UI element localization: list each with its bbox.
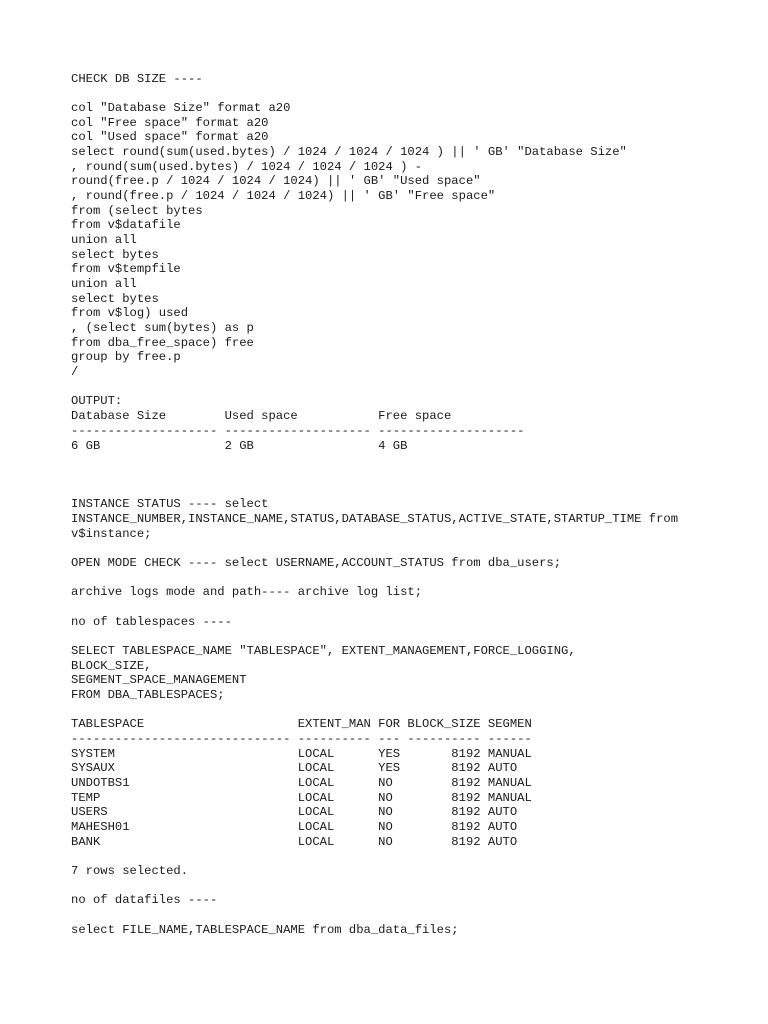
table-row: UNDOTBS1 LOCAL NO 8192 MANUAL xyxy=(71,776,532,790)
sql-line: col "Database Size" format a20 xyxy=(71,101,291,115)
output-label: OUTPUT: xyxy=(71,394,123,408)
table-row: USERS LOCAL NO 8192 AUTO xyxy=(71,805,518,819)
heading-open-mode-check: OPEN MODE CHECK ---- select USERNAME,ACCOUNT_STATUS from dba_users; xyxy=(71,556,562,570)
sql-line: from (select bytes xyxy=(71,204,203,218)
sql-line: , round(free.p / 1024 / 1024 / 1024) || ' GB' "Free space" xyxy=(71,189,496,203)
sql-line: SELECT TABLESPACE_NAME "TABLESPACE", EXTENT_MANAGEMENT,FORCE_LOGGING, xyxy=(71,644,576,658)
table-header: TABLESPACE EXTENT_MAN FOR BLOCK_SIZE SEGMEN xyxy=(71,717,532,731)
sql-line: round(free.p / 1024 / 1024 / 1024) || ' GB' "Used space" xyxy=(71,174,481,188)
sql-line: , (select sum(bytes) as p xyxy=(71,321,254,335)
table-row: BANK LOCAL NO 8192 AUTO xyxy=(71,835,518,849)
sql-line: union all xyxy=(71,233,137,247)
table-divider: ------------------------------ ---------- --- ---------- ------ xyxy=(71,732,532,746)
sql-line: select bytes xyxy=(71,292,159,306)
sql-line: FROM DBA_TABLESPACES; xyxy=(71,688,225,702)
output-row: 6 GB 2 GB 4 GB xyxy=(71,439,408,453)
sql-line: from v$log) used xyxy=(71,306,189,320)
sql-line: select FILE_NAME,TABLESPACE_NAME from dba_data_files; xyxy=(71,923,459,937)
table-row: TEMP LOCAL NO 8192 MANUAL xyxy=(71,791,532,805)
table-row: SYSAUX LOCAL YES 8192 AUTO xyxy=(71,761,518,775)
sql-line: BLOCK_SIZE, xyxy=(71,659,152,673)
output-header: Database Size Used space Free space xyxy=(71,409,452,423)
sql-line: select round(sum(used.bytes) / 1024 / 1024 / 1024 ) || ' GB' "Database Size" xyxy=(71,145,627,159)
sql-line: union all xyxy=(71,277,137,291)
sql-line: INSTANCE_NUMBER,INSTANCE_NAME,STATUS,DATABASE_STATUS,ACTIVE_STATE,STARTUP_TIME from xyxy=(71,512,679,526)
sql-line: v$instance; xyxy=(71,527,152,541)
sql-line: from v$tempfile xyxy=(71,262,181,276)
heading-instance-status: INSTANCE STATUS ---- select xyxy=(71,497,269,511)
heading-no-of-datafiles: no of datafiles ---- xyxy=(71,893,218,907)
sql-line: col "Free space" format a20 xyxy=(71,116,269,130)
sql-line: , round(sum(used.bytes) / 1024 / 1024 / 1024 ) - xyxy=(71,160,423,174)
sql-line: from dba_free_space) free xyxy=(71,336,254,350)
heading-check-db-size: CHECK DB SIZE ---- xyxy=(71,72,203,86)
table-row: SYSTEM LOCAL YES 8192 MANUAL xyxy=(71,747,532,761)
rows-selected-note: 7 rows selected. xyxy=(71,864,189,878)
sql-line: from v$datafile xyxy=(71,218,181,232)
sql-line: SEGMENT_SPACE_MANAGEMENT xyxy=(71,673,247,687)
output-divider: -------------------- -------------------- -------------------- xyxy=(71,424,525,438)
sql-line: col "Used space" format a20 xyxy=(71,130,269,144)
heading-no-of-tablespaces: no of tablespaces ---- xyxy=(71,615,232,629)
table-row: MAHESH01 LOCAL NO 8192 AUTO xyxy=(71,820,518,834)
sql-line: select bytes xyxy=(71,248,159,262)
heading-archive-logs: archive logs mode and path---- archive log list; xyxy=(71,585,423,599)
sql-line: / xyxy=(71,365,79,379)
sql-line: group by free.p xyxy=(71,350,181,364)
